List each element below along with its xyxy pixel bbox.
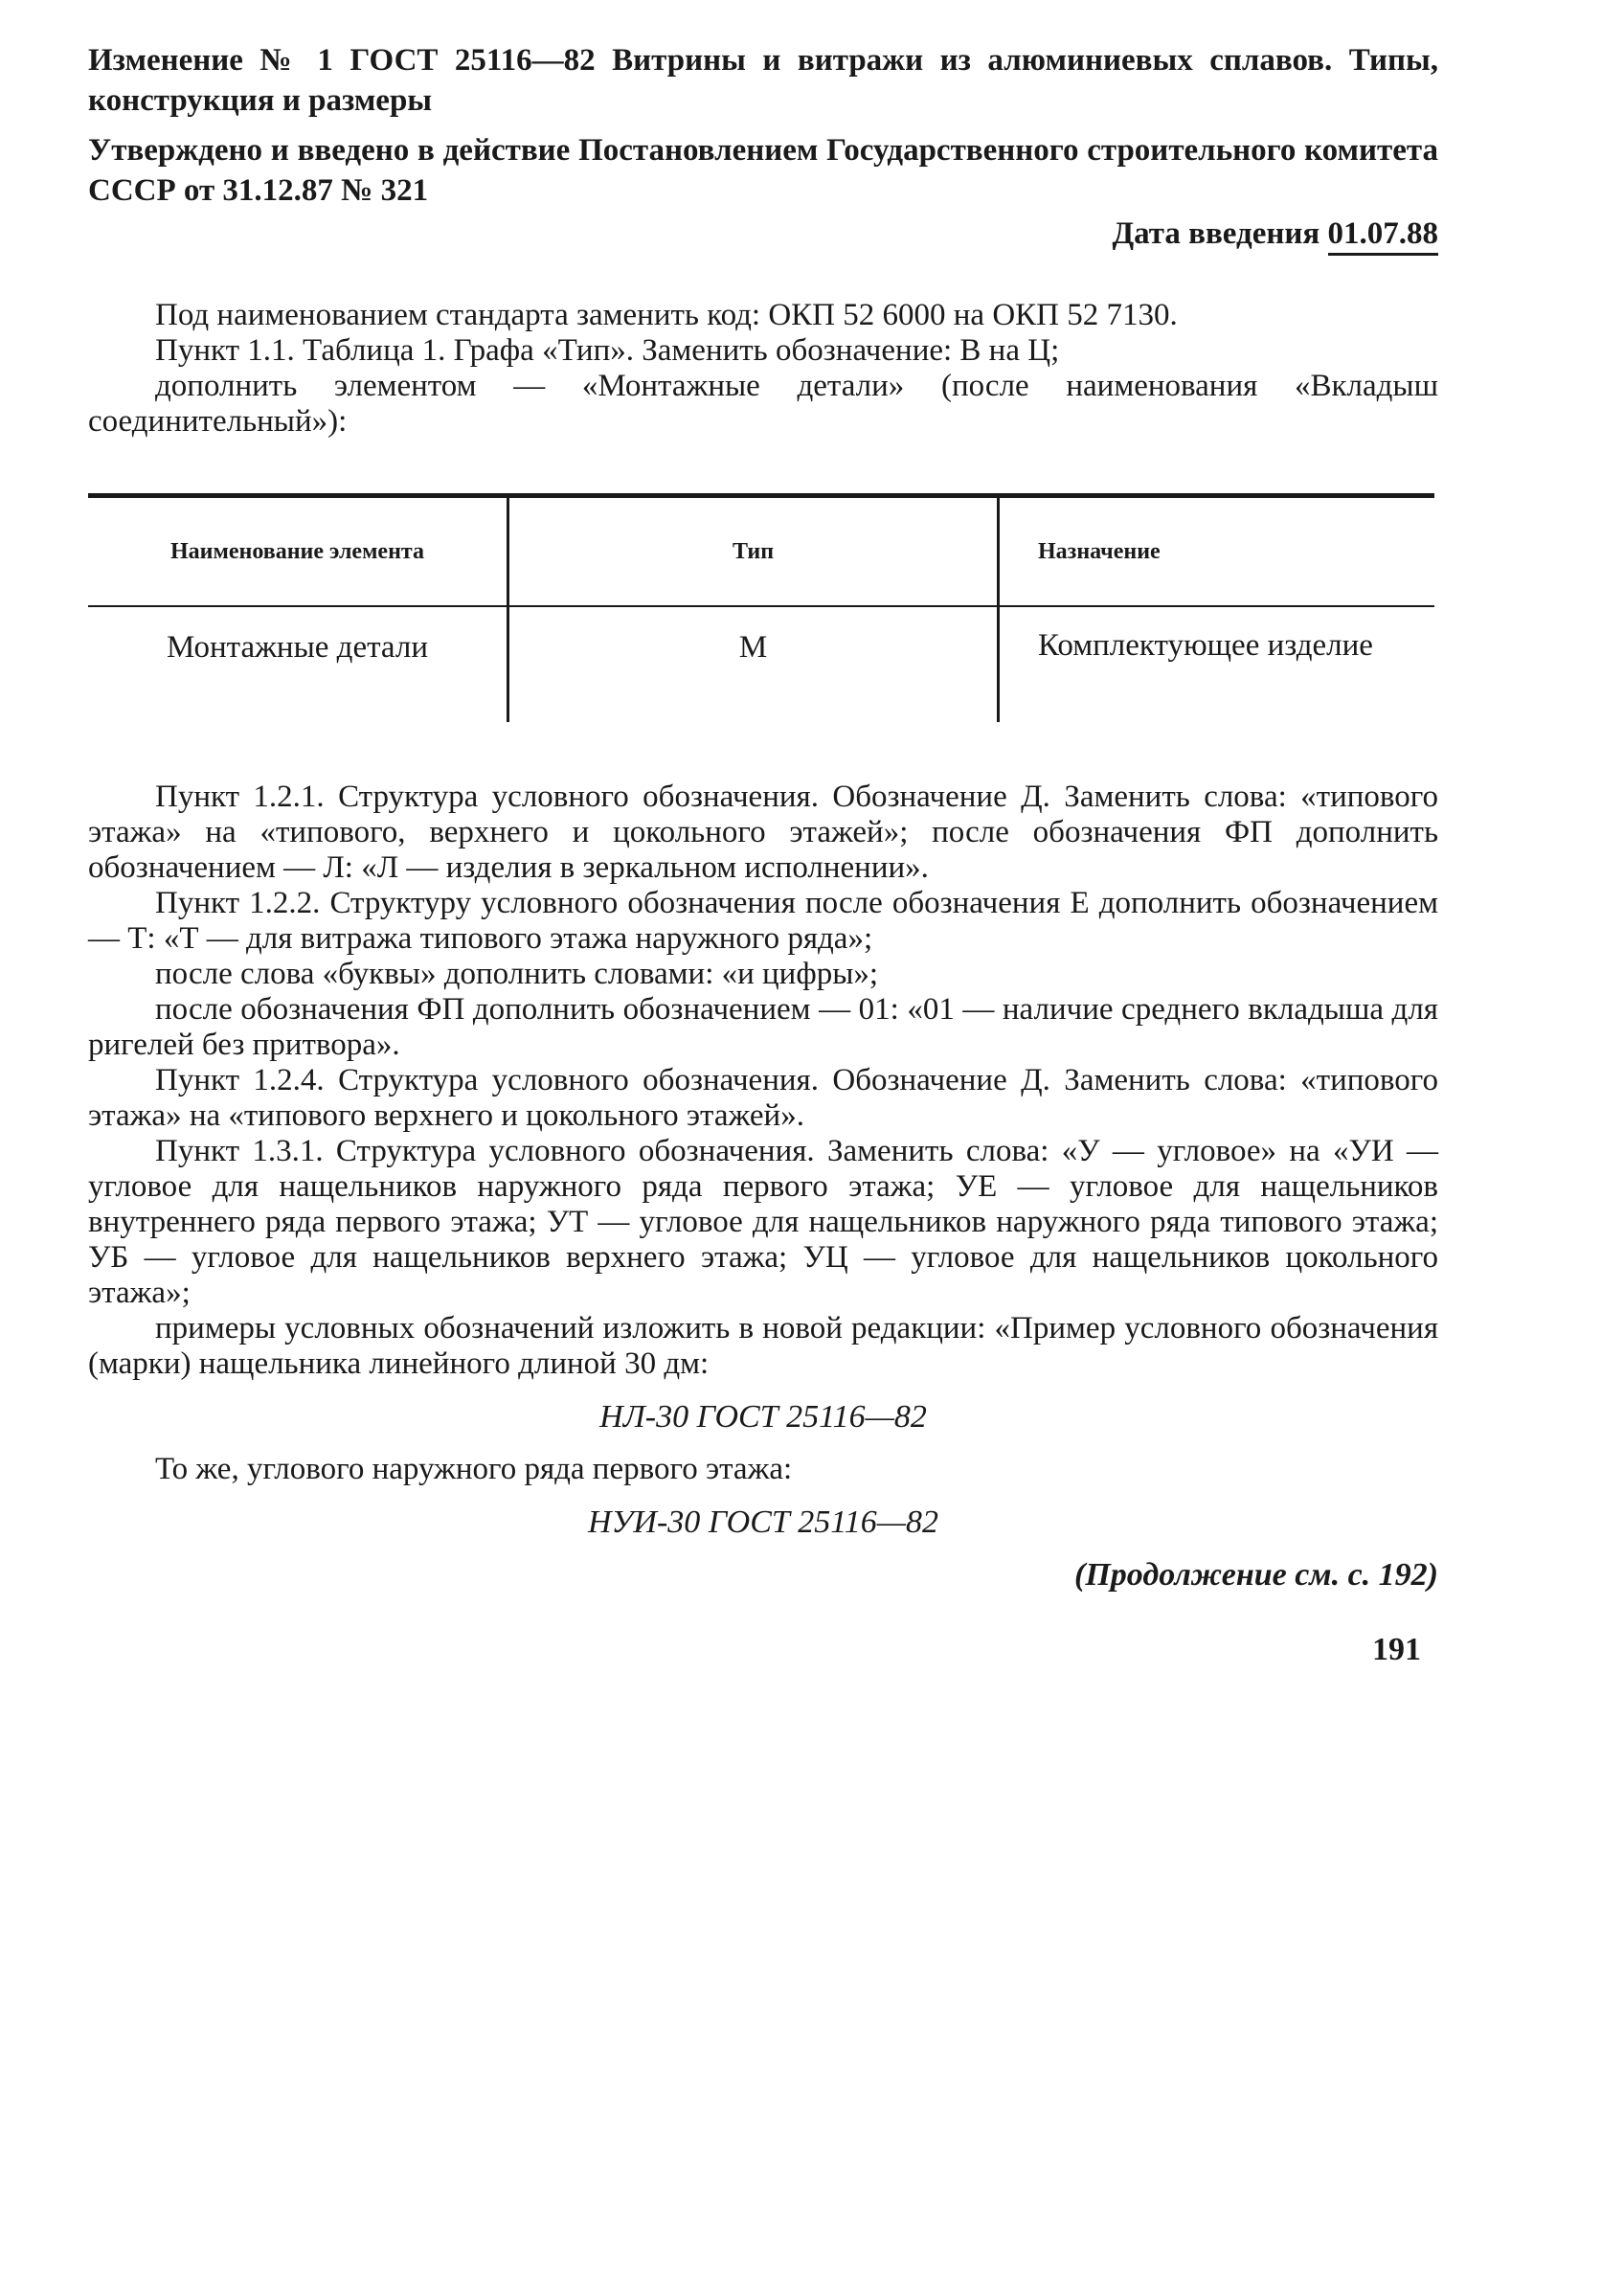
paragraph-fp-01: после обозначения ФП дополнить обозначением — 01: «01 — наличие среднего вкладыша для ригелей без притвора». — [88, 992, 1438, 1062]
intro-paragraph-table1: Пункт 1.1. Таблица 1. Графа «Тип». Заменить обозначение: В на Ц; — [155, 333, 1060, 368]
paragraph-corner-same: То же, углового наружного ряда первого этажа: — [155, 1452, 793, 1486]
paragraph-1-2-2: Пункт 1.2.2. Структуру условного обозначения после обозначения Е дополнить обозначением — Т: «Т — для витража типового этажа наружного ряда»; — [88, 886, 1438, 956]
intro-block — [88, 298, 1438, 440]
continuation-note: (Продолжение см. с. 192) — [1074, 1557, 1438, 1593]
table-header-name: Наименование элемента — [170, 538, 424, 564]
effective-date-label: Дата введения — [1112, 216, 1320, 251]
table-header-type: Тип — [507, 498, 997, 605]
formula-linear: НЛ-30 ГОСТ 25116—82 — [599, 1399, 927, 1435]
intro-paragraph-add-element: дополнить элементом — «Монтажные детали» (после наименования «Вкладыш соединительный»): — [88, 369, 1438, 439]
paragraph-1-3-1: Пункт 1.3.1. Структура условного обозначения. Заменить слова: «У — угловое» на «УИ — угловое для нащельников наружного ряда первого этажа; УЕ — угловое для нащельников внутреннего ряда первого этажа; УТ — угловое для нащельников наружного ряда типового этажа; УБ — угловое для нащельников верхнего этажа; УЦ — угловое для нащельников цокольного этажа»; — [88, 1134, 1438, 1310]
amendment-title: Изменение № 1 ГОСТ 25116—82 Витрины и витражи из алюминиевых сплавов. Типы, конструкция и размеры — [88, 43, 1438, 118]
effective-date-value: 01.07.88 — [1328, 216, 1439, 256]
formula-corner: НУИ-30 ГОСТ 25116—82 — [587, 1504, 939, 1540]
amendments-block — [88, 780, 1438, 1540]
table-header-row — [88, 498, 1434, 607]
table-cell-type: М — [507, 607, 997, 722]
paragraph-1-2-4: Пункт 1.2.4. Структура условного обозначения. Обозначение Д. Заменить слова: «типового этажа» на «типового верхнего и цокольного этажей». — [88, 1063, 1438, 1133]
table-cell-name: Монтажные детали — [166, 630, 428, 665]
page-number: 191 — [1372, 1632, 1421, 1667]
approval-statement: Утверждено и введено в действие Постановлением Государственного строительного комитета СССР от 31.12.87 № 321 — [88, 133, 1438, 208]
table-cell-purpose: Комплектующее изделие — [997, 607, 1434, 722]
elements-table — [88, 493, 1434, 722]
effective-date — [88, 216, 1438, 252]
intro-paragraph-okp: Под наименованием стандарта заменить код: ОКП 52 6000 на ОКП 52 7130. — [155, 298, 1178, 332]
table-header-purpose: Назначение — [997, 498, 1434, 605]
paragraph-letters: после слова «буквы» дополнить словами: «и цифры»; — [155, 957, 879, 991]
table-row — [88, 607, 1434, 722]
paragraph-examples: примеры условных обозначений изложить в новой редакции: «Пример условного обозначения (марки) нащельника линейного длиной 30 дм: — [88, 1311, 1438, 1381]
document-page — [88, 40, 1438, 1668]
paragraph-1-2-1: Пункт 1.2.1. Структура условного обозначения. Обозначение Д. Заменить слова: «типового этажа» на «типового, верхнего и цокольного этажей»; после обозначения ФП дополнить обозначением — Л: «Л — изделия в зеркальном исполнении». — [88, 780, 1438, 885]
